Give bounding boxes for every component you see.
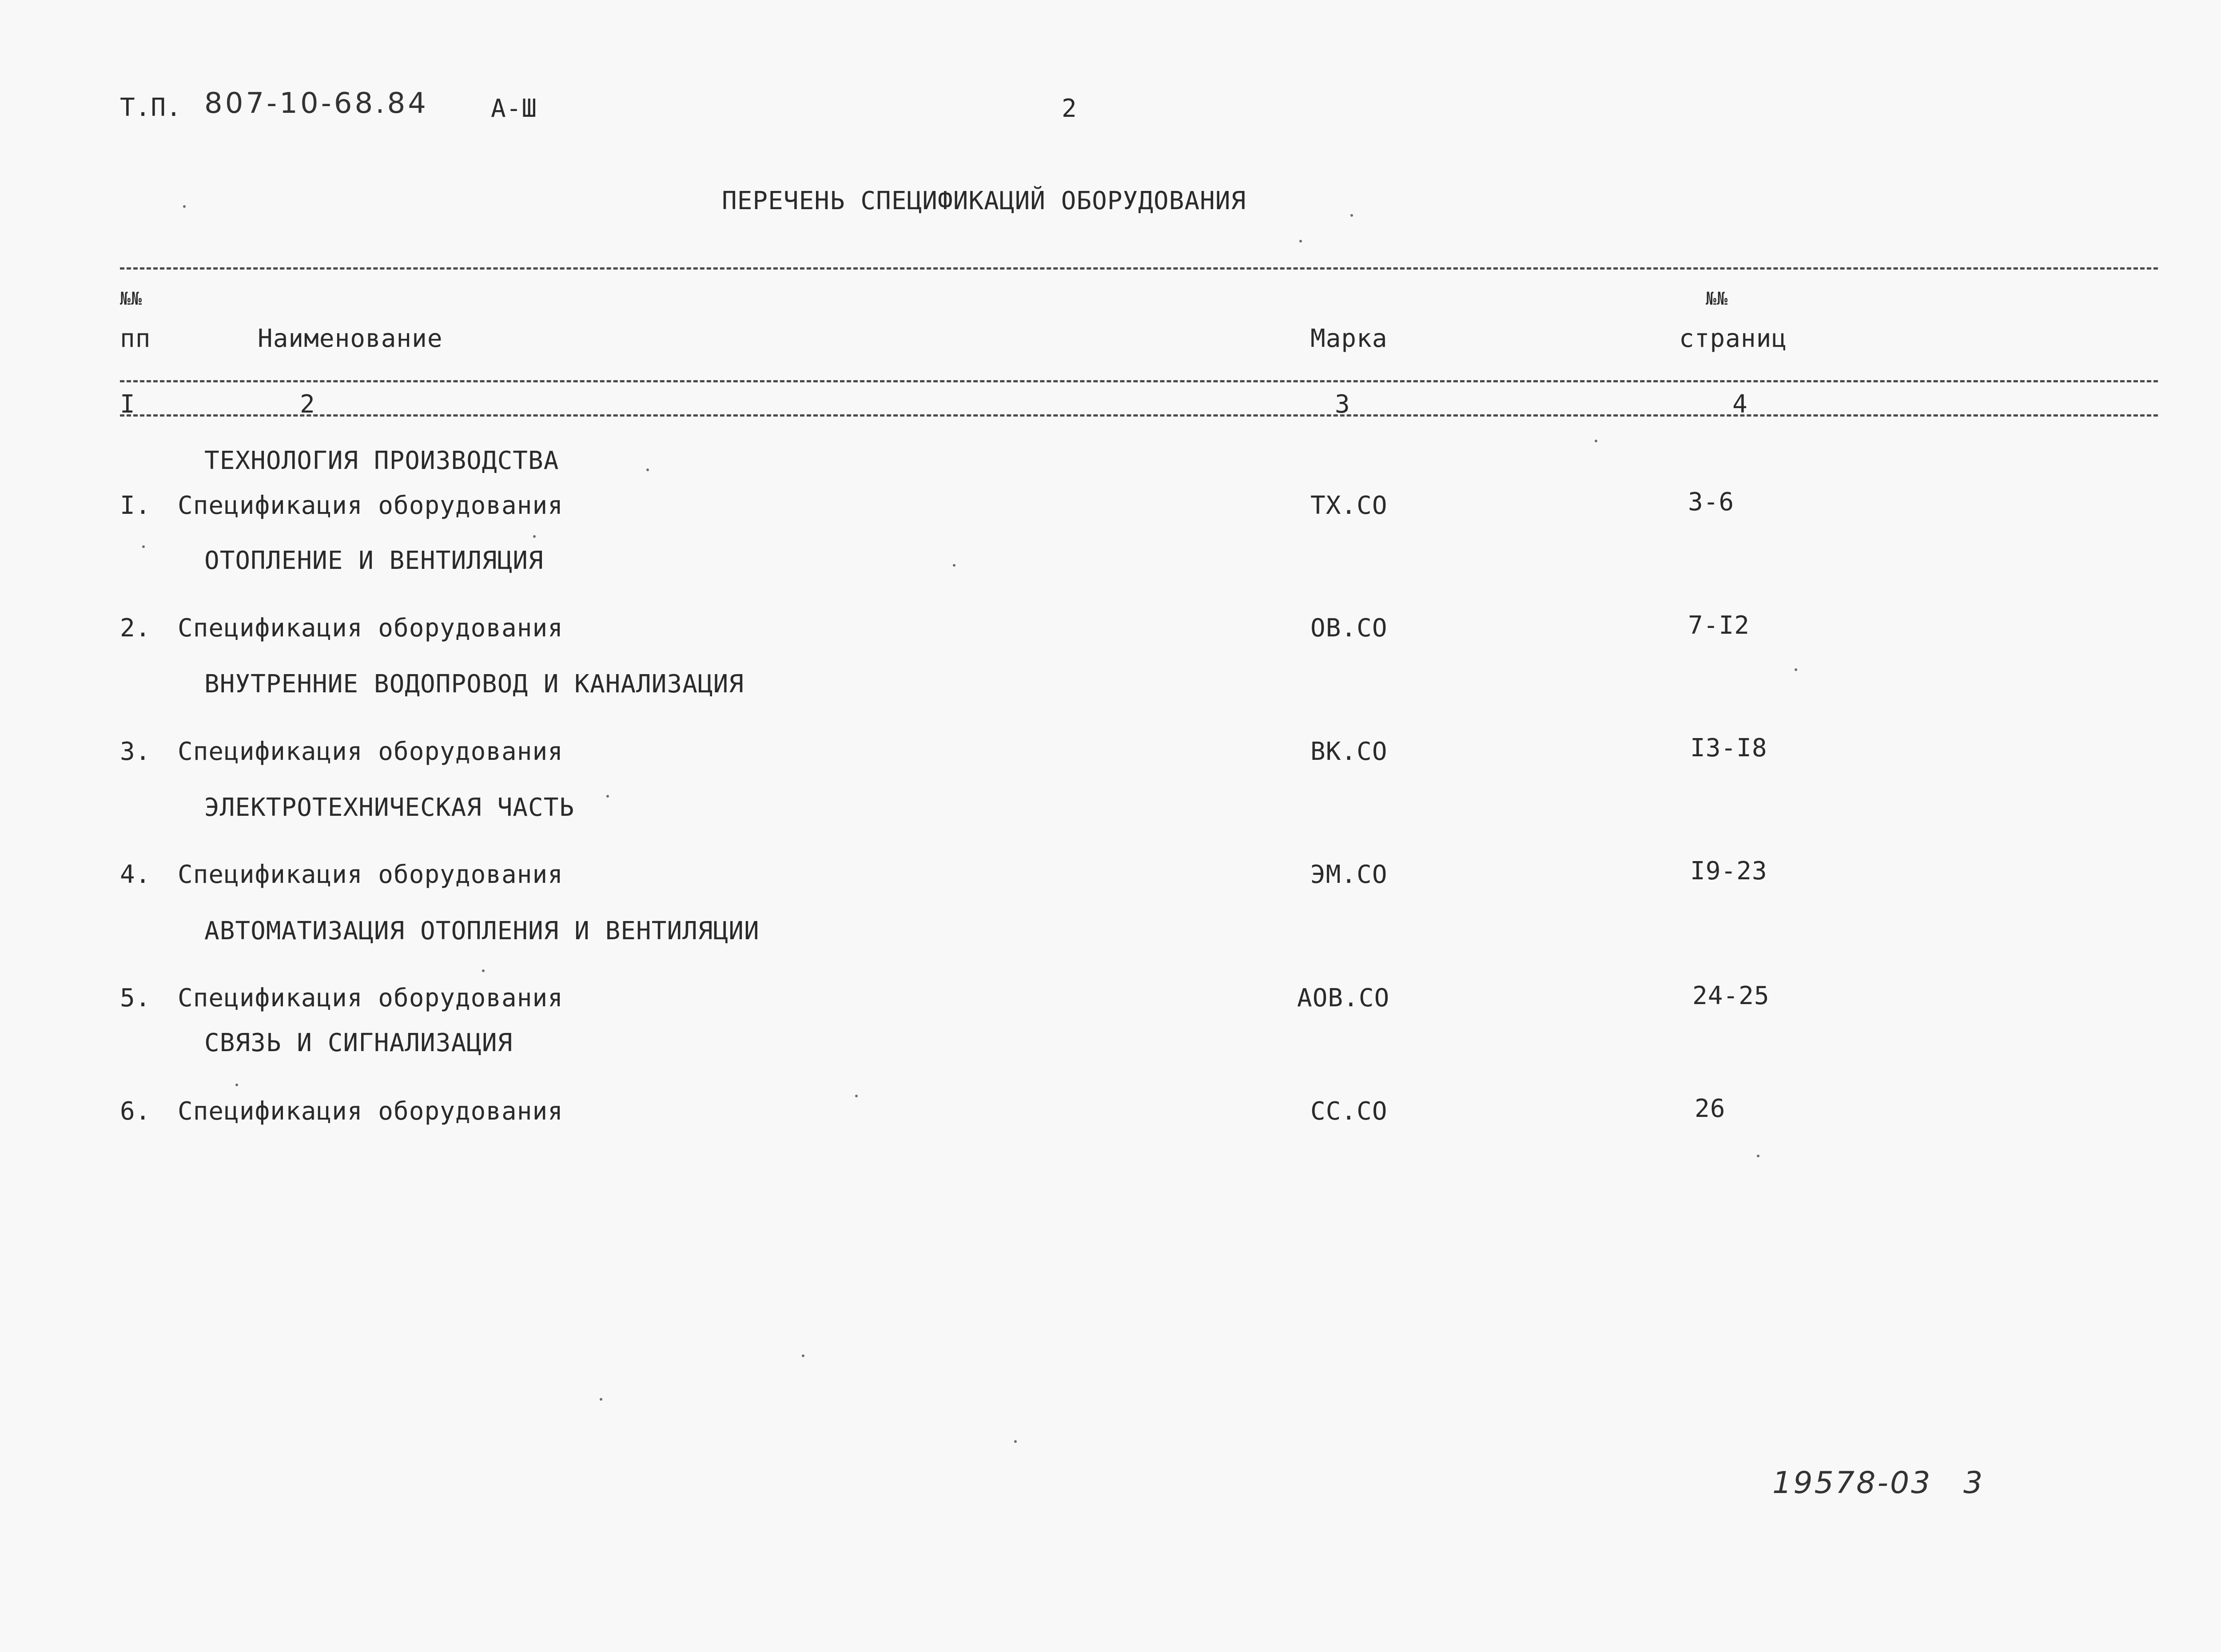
scan-speck <box>802 1354 804 1357</box>
tp-prefix: Т.П. <box>120 93 182 122</box>
scan-speck <box>1795 668 1797 671</box>
scan-speck <box>482 969 485 972</box>
col-number-1: I <box>120 390 135 419</box>
sheet-number: 3 <box>1963 1465 1983 1501</box>
row-name: Спецификация оборудования <box>178 860 563 889</box>
scan-speck <box>953 564 955 567</box>
row-name: Спецификация оборудования <box>178 737 563 766</box>
row-pages: I9-23 <box>1690 857 1767 886</box>
section-heading: ЭЛЕКТРОТЕХНИЧЕСКАЯ ЧАСТЬ <box>204 793 575 822</box>
section-heading: СВЯЗЬ И СИГНАЛИЗАЦИЯ <box>204 1029 513 1057</box>
row-number: 3. <box>120 737 151 766</box>
col-name-header: Наименование <box>258 324 443 353</box>
scan-speck <box>183 205 186 208</box>
scan-speck <box>1350 214 1353 217</box>
row-pages: 26 <box>1695 1094 1726 1123</box>
row-mark: ТХ.СО <box>1310 491 1388 520</box>
row-number: 2. <box>120 614 151 643</box>
section-heading: ВНУТРЕННИЕ ВОДОПРОВОД И КАНАЛИЗАЦИЯ <box>204 670 744 699</box>
row-number: 5. <box>120 984 151 1013</box>
archive-number: 19578-03 <box>1772 1465 1932 1501</box>
page-number: 2 <box>1062 94 1077 123</box>
section-heading: ОТОПЛЕНИЕ И ВЕНТИЛЯЦИЯ <box>204 546 544 575</box>
col-num-label: пп <box>120 324 151 353</box>
col-number-3: 3 <box>1335 390 1350 419</box>
col-pages-sign: №№ <box>1706 289 1728 309</box>
section-heading: АВТОМАТИЗАЦИЯ ОТОПЛЕНИЯ И ВЕНТИЛЯЦИИ <box>204 917 760 945</box>
col-pages-header: страниц <box>1679 324 1787 353</box>
row-mark: СС.СО <box>1310 1097 1388 1126</box>
row-pages: I3-I8 <box>1690 734 1767 762</box>
row-name: Спецификация оборудования <box>178 984 563 1013</box>
tp-number: 807-10-68.84 <box>204 87 429 120</box>
scan-speck <box>533 535 536 538</box>
row-mark: ВК.СО <box>1310 737 1388 766</box>
col-number-4: 4 <box>1732 390 1748 419</box>
row-pages: 3-6 <box>1688 488 1735 516</box>
scan-speck <box>1014 1440 1017 1443</box>
row-number: 4. <box>120 860 151 889</box>
col-num-sign: №№ <box>120 289 143 309</box>
row-number: I. <box>120 491 151 520</box>
col-number-2: 2 <box>300 390 315 419</box>
table-top-rule <box>120 267 2158 270</box>
row-name: Спецификация оборудования <box>178 614 563 643</box>
row-pages: 7-I2 <box>1688 611 1750 640</box>
row-pages: 24-25 <box>1692 981 1770 1010</box>
scan-speck <box>235 1084 238 1086</box>
row-name: Спецификация оборудования <box>178 1097 563 1126</box>
scan-speck <box>1757 1155 1759 1157</box>
row-mark: ОВ.СО <box>1310 614 1388 643</box>
row-mark: ЭМ.СО <box>1310 860 1388 889</box>
album-code: А-Ш <box>491 94 537 123</box>
column-numbers-rule <box>120 414 2158 417</box>
scan-speck <box>1595 440 1597 442</box>
row-number: 6. <box>120 1097 151 1126</box>
section-heading: ТЕХНОЛОГИЯ ПРОИЗВОДСТВА <box>204 446 559 475</box>
header-bottom-rule <box>120 380 2158 382</box>
scan-speck <box>1299 240 1302 242</box>
row-name: Спецификация оборудования <box>178 491 563 520</box>
scan-speck <box>606 795 609 798</box>
scan-speck <box>142 545 145 548</box>
scan-speck <box>855 1095 858 1097</box>
row-mark: АОВ.СО <box>1297 984 1390 1013</box>
document-title: ПЕРЕЧЕНЬ СПЕЦИФИКАЦИЙ ОБОРУДОВАНИЯ <box>722 187 1246 215</box>
col-mark-header: Марка <box>1310 324 1388 353</box>
scan-speck <box>600 1398 602 1401</box>
scan-speck <box>646 469 649 471</box>
